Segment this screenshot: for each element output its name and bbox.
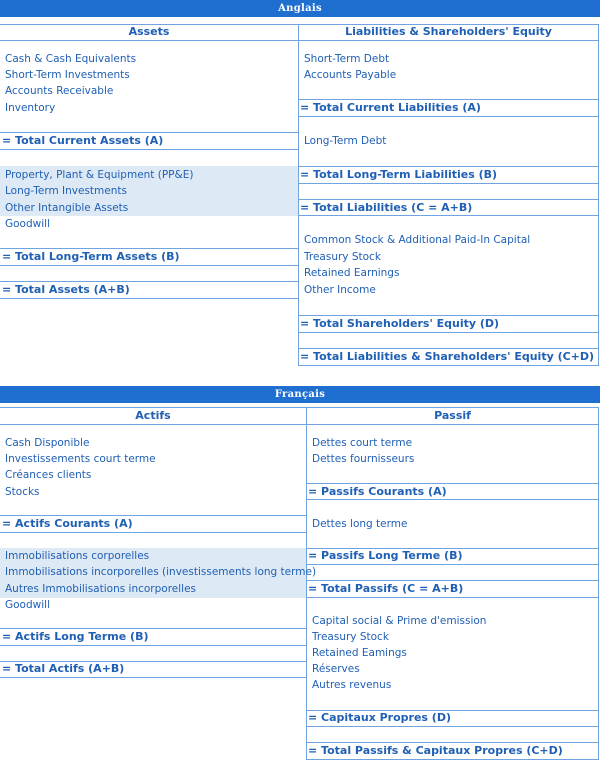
- table-rule: [0, 645, 306, 646]
- long-term-debt-item: Dettes long terme: [312, 518, 408, 530]
- table-rule: [0, 40, 599, 41]
- french-section-banner: Français: [0, 386, 600, 403]
- short-term-debt-item: Short-Term Debt: [304, 53, 390, 65]
- accounts-receivable-item: Accounts Receivable: [5, 85, 114, 97]
- receivables-item: Créances clients: [5, 469, 92, 481]
- long-term-liabilities-total: = Passifs Long Terme (B): [308, 549, 463, 562]
- table-rule: [298, 348, 599, 349]
- retained-earnings-item: Retained Earnings: [304, 267, 400, 279]
- table-rule: [0, 424, 599, 425]
- accounts-payable-item: Accounts Payable: [304, 69, 397, 81]
- table-rule: [306, 726, 599, 727]
- total-liabilities-and-equity: = Total Liabilities & Shareholders' Equity (C+D): [300, 350, 595, 363]
- table-rule: [306, 580, 599, 581]
- table-rule: [0, 149, 298, 150]
- other-intangible-assets-item: Autres Immobilisations incorporelles: [5, 583, 197, 595]
- ppe-item: Property, Plant & Equipment (PP&E): [5, 169, 194, 181]
- total-assets: = Total Actifs (A+B): [2, 662, 125, 675]
- other-intangible-assets-item: Other Intangible Assets: [5, 202, 129, 214]
- reserves-item: Réserves: [312, 663, 360, 675]
- capital-item: Capital social & Prime d'emission: [312, 615, 487, 627]
- column-divider: [306, 407, 307, 760]
- cash-item: Cash & Cash Equivalents: [5, 53, 137, 65]
- total-liabilities-and-equity: = Total Passifs & Capitaux Propres (C+D): [308, 744, 563, 757]
- goodwill-item: Goodwill: [5, 599, 50, 611]
- table-rule: [298, 199, 599, 200]
- english-section-banner: Anglais: [0, 0, 600, 17]
- table-rule: [0, 298, 298, 299]
- table-rule: [0, 248, 298, 249]
- table-rule: [298, 315, 599, 316]
- liabilities-column-header: Liabilities & Shareholders' Equity: [345, 25, 552, 38]
- total-current-assets: = Total Current Assets (A): [2, 134, 164, 147]
- table-rule: [298, 365, 599, 366]
- table-rule: [306, 742, 599, 743]
- table-rule: [298, 116, 599, 117]
- assets-column-header: Assets: [128, 25, 170, 38]
- inventory-item: Inventory: [5, 102, 56, 114]
- actifs-column-header: Actifs: [135, 409, 171, 422]
- table-rule: [0, 265, 298, 266]
- short-term-investments-item: Short-Term Investments: [5, 69, 130, 81]
- retained-earnings-item: Retained Eamings: [312, 647, 407, 659]
- total-long-term-liabilities: = Total Long-Term Liabilities (B): [300, 168, 498, 181]
- current-assets-total: = Actifs Courants (A): [2, 517, 133, 530]
- table-rule: [0, 132, 298, 133]
- total-long-term-assets: = Total Long-Term Assets (B): [2, 250, 180, 263]
- table-rule: [306, 483, 599, 484]
- payables-item: Dettes fournisseurs: [312, 453, 415, 465]
- stocks-item: Stocks: [5, 486, 40, 498]
- table-rule: [0, 677, 306, 678]
- table-rule: [0, 515, 306, 516]
- passif-column-header: Passif: [434, 409, 471, 422]
- table-rule: [0, 628, 306, 629]
- tangible-assets-item: Immobilisations corporelles: [5, 550, 150, 562]
- current-liabilities-total: = Passifs Courants (A): [308, 485, 447, 498]
- total-assets: = Total Assets (A+B): [2, 283, 130, 296]
- goodwill-item: Goodwill: [5, 218, 50, 230]
- long-term-investments-item: Long-Term Investments: [5, 185, 127, 197]
- equity-total: = Capitaux Propres (D): [308, 711, 451, 724]
- intangible-assets-item: Immobilisations incorporelles (investissements long terme): [5, 566, 317, 578]
- long-term-assets-total: = Actifs Long Terme (B): [2, 630, 149, 643]
- table-rule: [306, 597, 599, 598]
- total-liabilities: = Total Passifs (C = A+B): [308, 582, 464, 595]
- treasury-stock-item: Treasury Stock: [304, 251, 381, 263]
- other-income-item: Autres revenus: [312, 679, 392, 691]
- table-rule: [306, 564, 599, 565]
- other-income-item: Other Income: [304, 284, 376, 296]
- table-rule: [298, 183, 599, 184]
- long-term-debt-item: Long-Term Debt: [304, 135, 387, 147]
- total-current-liabilities: = Total Current Liabilities (A): [300, 101, 481, 114]
- table-rule: [0, 532, 306, 533]
- total-liabilities: = Total Liabilities (C = A+B): [300, 201, 473, 214]
- total-shareholders-equity: = Total Shareholders' Equity (D): [300, 317, 500, 330]
- table-rule: [298, 99, 599, 100]
- table-rule: [306, 499, 599, 500]
- common-stock-item: Common Stock & Additional Paid-In Capital: [304, 234, 531, 246]
- table-rule: [298, 332, 599, 333]
- cash-item: Cash Disponible: [5, 437, 90, 449]
- table-rule: [0, 281, 298, 282]
- short-term-investments-item: Investissements court terme: [5, 453, 156, 465]
- short-term-debt-item: Dettes court terme: [312, 437, 413, 449]
- table-rule: [298, 166, 599, 167]
- table-rule: [298, 215, 599, 216]
- table-border: [598, 407, 599, 760]
- treasury-stock-item: Treasury Stock: [312, 631, 389, 643]
